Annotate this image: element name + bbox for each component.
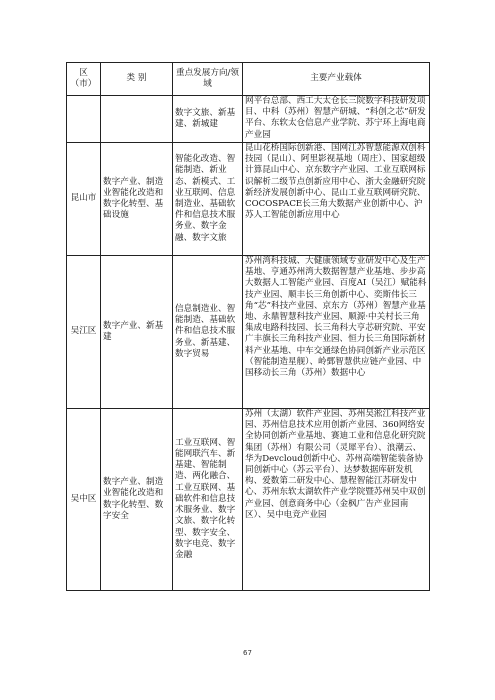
- header-direction: 重点发展方向/领域: [173, 63, 243, 96]
- industry-carrier-table: [66, 62, 430, 591]
- cell-region: [67, 96, 101, 143]
- cell-direction: 工业互联网、智能网联汽车、新基建、智能制造、两化融合、工业互联网、基础软件和信息技术服务业、数字文旅、数字化转型、数字安全、数字电竞、数字金融: [173, 409, 243, 591]
- header-carrier: 主要产业载体: [243, 63, 430, 96]
- header-region: 区（市）: [67, 63, 101, 96]
- cell-region: 吴江区: [67, 256, 101, 409]
- cell-carrier: 网平台总部、西工大太仓长三院数字科技研发项目、中科（苏州）智慧产研城、“科创之芯”研发平台、东软太仓信息产业学院、苏宁环上海电商产业园: [243, 96, 430, 143]
- cell-carrier: 苏州（太湖）软件产业园、苏州吴淞江科技产业园、苏州信息技术应用创新产业园、360网络安全协同创新产业基地、赛迪工业和信息化研究院集团（苏州）有限公司（灵犀平台）、浪潮云、华为Devcloud创新中心、苏州高端智能装备协同创新中心（苏云平台）、达梦数据库研发机构、爱数第二研发中心、慧程智能江苏研发中心、苏州东软太湖软件产业学院暨苏州吴中双创产业园、创意商务中心（金枫广告产业园南区）、吴中电竞产业园: [243, 409, 430, 591]
- table-header-row: [67, 63, 430, 96]
- cell-direction: 智能化改造、智能制造、新业态、新模式、工业互联网、信息制造业、基础软件和信息技术服务业、数字金融、数字文旅: [173, 143, 243, 256]
- cell-region: 昆山市: [67, 143, 101, 256]
- cell-region: 吴中区: [67, 409, 101, 591]
- cell-category: 数字产业、制造业智能化改造和数字化转型、数字安全: [101, 409, 173, 591]
- header-category: 类 别: [101, 63, 173, 96]
- cell-direction: 信息制造业、智能制造、基础软件和信息技术服务业、新基建、数字贸易: [173, 256, 243, 409]
- cell-category: [101, 96, 173, 143]
- cell-category: 数字产业、新基建: [101, 256, 173, 409]
- table-row: [67, 256, 430, 409]
- cell-carrier: 苏州湾科技城、大健康领域专业研发中心及生产基地、亨通苏州湾大数据智慧产业基地、步步高大数据人工智能产业园、百度AI（吴江）赋能科技产业园、顺丰长三角创新中心、奕斯伟长三角“芯”科技产业园、京东方（苏州）智慧产业基地、永鼎智慧科技产业园、顺源·中关村长三角集成电路科技园、长三角科大亨芯研究院、平安广丰旗长三角科技产业园、恒力长三角国际新材料产业基地、中车交通绿色协同创新产业示范区（智能制造星舰）、岭鄄智慧供应链产业园、中国移动长三角（苏州）数据中心: [243, 256, 430, 409]
- cell-category: 数字产业、制造业智能化改造和数字化转型、基础设施: [101, 143, 173, 256]
- table-row: [67, 143, 430, 256]
- table-row: [67, 96, 430, 143]
- page-number: 67: [243, 649, 252, 657]
- cell-carrier: 昆山花桥国际创新港、国网江苏智慧能源双创科技园（昆山）、阿里影视基地（周庄）、国家超级计算昆山中心、京东数字产业园、工业互联网标识解析二级节点创新应用中心、浙大金融研究院新经济发展创新中心、昆山工业互联网研究院、COCOSPACE长三角大数据产业创新中心、沪苏人工智能创新应用中心: [243, 143, 430, 256]
- table-row: [67, 409, 430, 591]
- cell-direction: 数字文旅、新基建、新城建: [173, 96, 243, 143]
